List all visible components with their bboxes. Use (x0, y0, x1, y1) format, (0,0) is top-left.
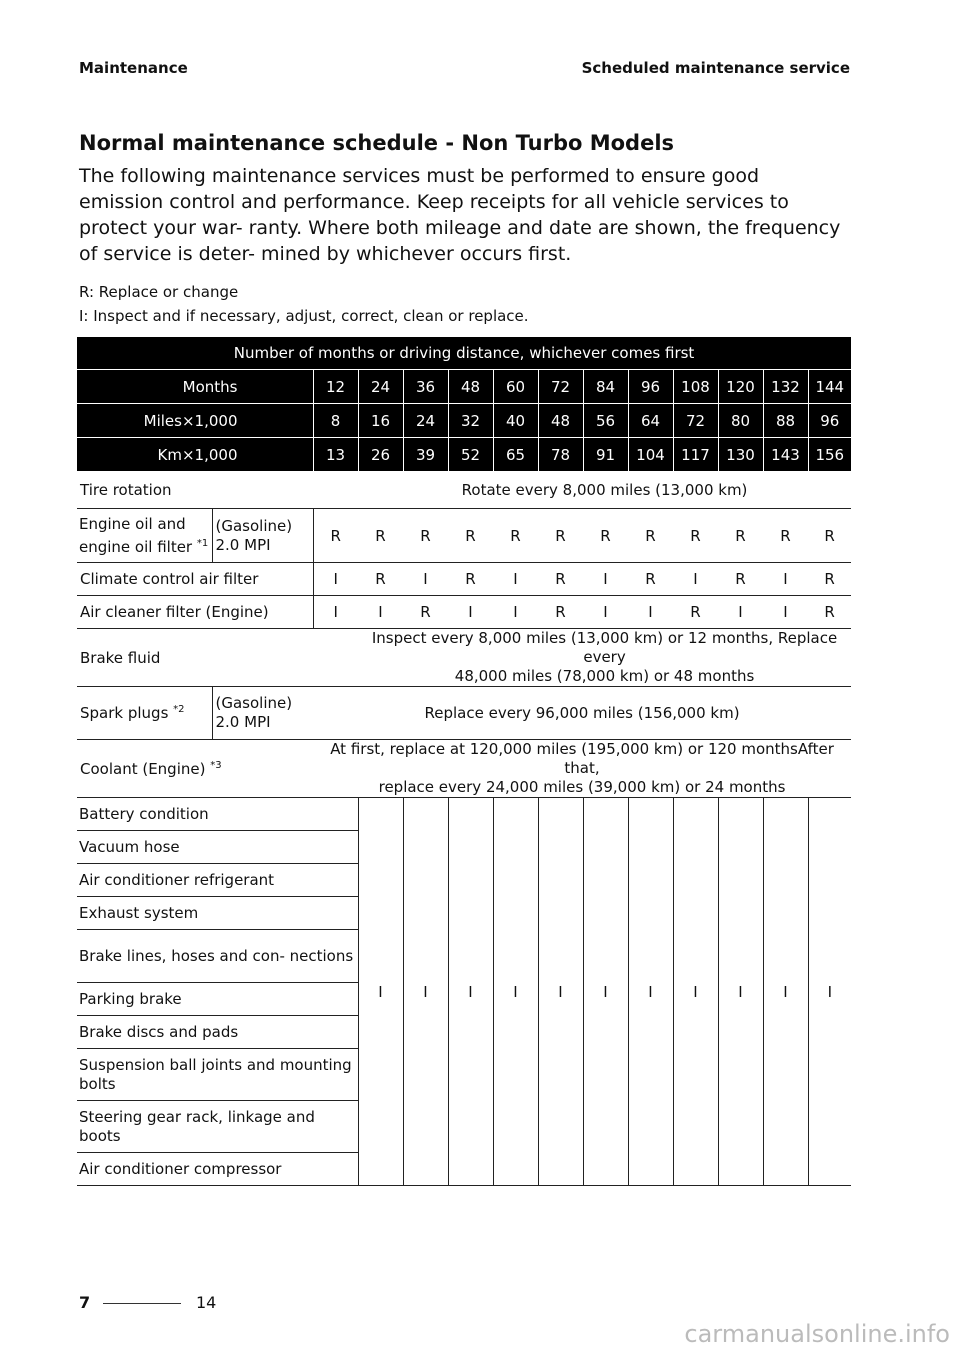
inspection-row (77, 798, 851, 831)
inspection-value-cell: I (538, 798, 583, 1186)
inspection-item-label: Brake lines, hoses and con- nections (77, 930, 358, 983)
spark-plugs-label: Spark plugs $^{*2}$ (77, 687, 212, 740)
table-top-header: Number of months or driving distance, whichever comes first (77, 337, 851, 370)
maintenance-table (77, 337, 851, 1186)
engine-oil-label: Engine oil and engine oil filter $^{*1}$ (77, 509, 212, 563)
schedule-value-cell: I (628, 596, 673, 629)
inspection-item-label: Air conditioner compressor (77, 1153, 358, 1186)
climate-filter-row (77, 563, 851, 596)
inspection-item-label: Steering gear rack, linkage and boots (77, 1101, 358, 1153)
air-cleaner-row (77, 596, 851, 629)
schedule-value-cell: I (313, 596, 358, 629)
schedule-value-cell: I (358, 596, 403, 629)
schedule-value-cell: R (763, 509, 808, 563)
legend (79, 280, 529, 328)
schedule-value-cell: R (448, 509, 493, 563)
inspection-value-cell: I (628, 798, 673, 1186)
header-section: Maintenance (79, 59, 188, 77)
schedule-value-cell: I (763, 563, 808, 596)
km-label: Km×1,000 (77, 438, 313, 472)
air-cleaner-label: Air cleaner filter (Engine) (77, 596, 313, 629)
miles-cell: 80 (718, 404, 763, 438)
months-cell: 144 (808, 370, 851, 404)
brake-fluid-label: Brake fluid (77, 629, 358, 687)
schedule-value-cell: I (493, 596, 538, 629)
months-cell: 120 (718, 370, 763, 404)
schedule-value-cell: R (448, 563, 493, 596)
miles-cell: 56 (583, 404, 628, 438)
schedule-value-cell: R (583, 509, 628, 563)
schedule-value-cell: I (673, 563, 718, 596)
schedule-value-cell: I (493, 563, 538, 596)
miles-cell: 16 (358, 404, 403, 438)
schedule-value-cell: I (403, 563, 448, 596)
inspection-value-cell: I (718, 798, 763, 1186)
km-cell: 26 (358, 438, 403, 472)
inspection-item-label: Battery condition (77, 798, 358, 831)
miles-cell: 24 (403, 404, 448, 438)
months-cell: 72 (538, 370, 583, 404)
months-cell: 24 (358, 370, 403, 404)
schedule-value-cell: R (673, 596, 718, 629)
km-cell: 91 (583, 438, 628, 472)
km-cell: 39 (403, 438, 448, 472)
km-cell: 156 (808, 438, 851, 472)
schedule-value-cell: R (358, 563, 403, 596)
schedule-value-cell: I (583, 596, 628, 629)
inspection-item-label: Exhaust system (77, 897, 358, 930)
km-cell: 117 (673, 438, 718, 472)
schedule-value-cell: I (448, 596, 493, 629)
miles-cell: 8 (313, 404, 358, 438)
schedule-value-cell: R (403, 596, 448, 629)
tire-rotation-row (77, 472, 851, 509)
coolant-row (77, 740, 851, 798)
schedule-value-cell: R (628, 563, 673, 596)
months-row (77, 370, 851, 404)
months-cell: 84 (583, 370, 628, 404)
brake-fluid-row (77, 629, 851, 687)
inspection-item-label: Parking brake (77, 983, 358, 1016)
months-cell: 12 (313, 370, 358, 404)
header-subsection: Scheduled maintenance service (581, 59, 850, 77)
schedule-value-cell: R (358, 509, 403, 563)
coolant-label: Coolant (Engine) $^{*3}$ (77, 740, 313, 798)
km-cell: 104 (628, 438, 673, 472)
miles-label: Miles×1,000 (77, 404, 313, 438)
months-cell: 36 (403, 370, 448, 404)
schedule-value-cell: I (718, 596, 763, 629)
months-cell: 60 (493, 370, 538, 404)
inspection-value-cell: I (403, 798, 448, 1186)
schedule-value-cell: R (808, 509, 851, 563)
spark-plugs-row (77, 687, 851, 740)
brake-fluid-note: Inspect every 8,000 miles (13,000 km) or 12 months, Replace every 48,000 miles (78,000 km) or 48 months (358, 629, 851, 687)
footer-divider (103, 1303, 181, 1304)
schedule-value-cell: R (493, 509, 538, 563)
months-cell: 48 (448, 370, 493, 404)
km-cell: 130 (718, 438, 763, 472)
inspection-value-cell: I (493, 798, 538, 1186)
watermark: carmanualsonline.info (684, 1320, 950, 1348)
tire-rotation-note: Rotate every 8,000 miles (13,000 km) (358, 472, 851, 509)
inspection-value-cell: I (763, 798, 808, 1186)
inspection-item-label: Brake discs and pads (77, 1016, 358, 1049)
inspection-item-label: Air conditioner refrigerant (77, 864, 358, 897)
miles-cell: 72 (673, 404, 718, 438)
spark-plugs-engine: (Gasoline) 2.0 MPI (212, 687, 313, 740)
km-cell: 65 (493, 438, 538, 472)
engine-oil-row (77, 509, 851, 563)
page-title: Normal maintenance schedule - Non Turbo Models (79, 131, 675, 155)
schedule-value-cell: I (583, 563, 628, 596)
schedule-value-cell: R (808, 563, 851, 596)
inspection-value-cell: I (448, 798, 493, 1186)
inspection-value-cell: I (583, 798, 628, 1186)
km-row (77, 438, 851, 472)
miles-row (77, 404, 851, 438)
months-cell: 96 (628, 370, 673, 404)
schedule-value-cell: R (808, 596, 851, 629)
legend-replace: R: Replace or change (79, 283, 239, 301)
schedule-value-cell: I (313, 563, 358, 596)
schedule-value-cell: I (763, 596, 808, 629)
miles-cell: 40 (493, 404, 538, 438)
schedule-value-cell: R (538, 509, 583, 563)
months-cell: 108 (673, 370, 718, 404)
engine-oil-engine: (Gasoline) 2.0 MPI (212, 509, 313, 563)
miles-cell: 48 (538, 404, 583, 438)
km-cell: 52 (448, 438, 493, 472)
climate-filter-label: Climate control air filter (77, 563, 313, 596)
page-number: 14 (196, 1293, 217, 1312)
inspection-value-cell: I (808, 798, 851, 1186)
spark-plugs-note: Replace every 96,000 miles (156,000 km) (313, 687, 851, 740)
km-cell: 143 (763, 438, 808, 472)
schedule-value-cell: R (628, 509, 673, 563)
coolant-note: At first, replace at 120,000 miles (195,000 km) or 120 monthsAfter that, replace every 24,000 miles (39,000 km) or 24 months (313, 740, 851, 798)
schedule-value-cell: R (538, 563, 583, 596)
tire-rotation-label: Tire rotation (77, 472, 358, 509)
miles-cell: 32 (448, 404, 493, 438)
miles-cell: 96 (808, 404, 851, 438)
schedule-value-cell: R (538, 596, 583, 629)
km-cell: 78 (538, 438, 583, 472)
inspection-item-label: Vacuum hose (77, 831, 358, 864)
schedule-value-cell: R (673, 509, 718, 563)
inspection-item-label: Suspension ball joints and mounting bolts (77, 1049, 358, 1101)
months-cell: 132 (763, 370, 808, 404)
schedule-value-cell: R (718, 509, 763, 563)
table-header-row (77, 337, 851, 370)
chapter-number: 7 (79, 1293, 91, 1312)
miles-cell: 88 (763, 404, 808, 438)
schedule-value-cell: R (313, 509, 358, 563)
legend-inspect: I: Inspect and if necessary, adjust, correct, clean or replace. (79, 307, 529, 325)
inspection-value-cell: I (673, 798, 718, 1186)
months-label: Months (77, 370, 313, 404)
miles-cell: 64 (628, 404, 673, 438)
schedule-value-cell: R (403, 509, 448, 563)
intro-paragraph: The following maintenance services must be performed to ensure good emission control and performance. Keep receipts for all vehicle services to protect your war- ranty. Where both mileage and date are shown, the frequency of service is deter- mined by whichever occurs first. (79, 165, 841, 265)
inspection-value-cell: I (358, 798, 403, 1186)
schedule-value-cell: R (718, 563, 763, 596)
km-cell: 13 (313, 438, 358, 472)
